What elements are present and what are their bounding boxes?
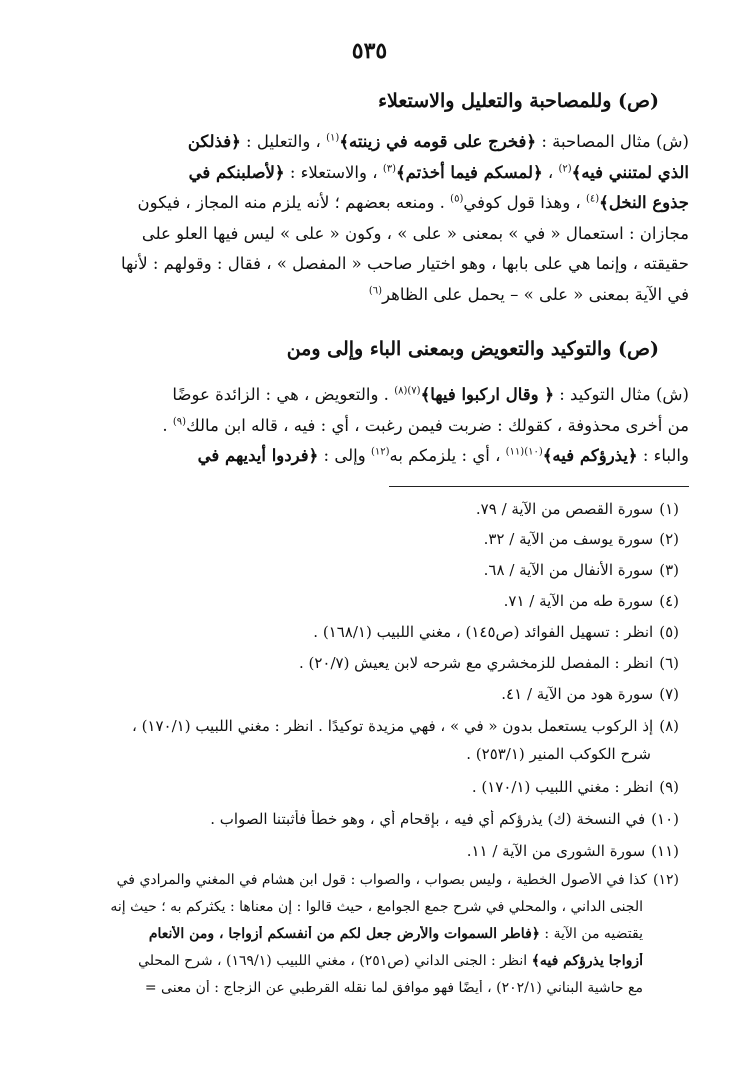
footnote <box>60 842 679 860</box>
paragraph-line: مجازان : استعمال « في » بمعنى « على » ، وكون « على » ليس فيها العلو على <box>141 223 689 243</box>
paragraph-line: والباء : ﴿يذرؤكم فيه﴾$^{(١٠)(١١)}$ ، أي : يلزمكم به$^{(١٢)}$ وإلى : ﴿فردوا أيديهم في <box>197 446 689 465</box>
paragraph-1 <box>60 127 689 310</box>
footnote-text: سورة الشورى من الآية / ١١. <box>466 842 646 860</box>
footnote-text: مع حاشية البناني (٢٠٢/١) ، أيضًا فهو موافق لما نقله القرطبي عن الزجاج : أن معنى = <box>144 980 643 996</box>
footnote-number: (٦) <box>659 654 679 672</box>
footnote-text: الجنى الداني ، والمحلي في شرح جمع الجوامع ، حيث قالوا : إن معناها : يكثركم به ؛ حيث إنه <box>110 899 643 915</box>
paragraph-line: جذوع النخل﴾$^{(٤)}$ ، وهذا قول كوفي$^{(٥)}$ . ومنعه بعضهم ؛ لأنه يلزم منه المجاز ، فيكون <box>137 193 689 212</box>
footnote-text: إذ الركوب يستعمل بدون « في » ، فهي مزيدة توكيدًا . انظر : مغني اللبيب (١٧٠/١) ، <box>131 717 654 735</box>
footnote-ref: (٤) <box>585 193 600 205</box>
footnote <box>60 530 679 548</box>
footnote <box>60 685 679 703</box>
quran-quote: ﴿ وقال اركبوا فيها﴾ <box>420 385 554 404</box>
paragraph-line: (ش) مثال المصاحبة : ﴿فخرج على قومه في زينته﴾$^{(١)}$ ، والتعليل : ﴿فذلكن <box>187 132 689 151</box>
footnote-number: (١) <box>659 500 679 518</box>
footnote-text: يقتضيه من الآية : <box>539 926 643 942</box>
footnote-text: سورة طه من الآية / ٧١. <box>503 592 654 610</box>
footnote-ref: (٩) <box>172 416 187 427</box>
footnote-divider <box>389 486 689 487</box>
footnote-ref: (٣) <box>382 163 396 174</box>
footnote-text: انظر : تسهيل الفوائد (ص١٤٥) ، مغني اللبيب (١٦٨/١) . <box>313 623 654 641</box>
quran-quote: ﴿فخرج على قومه في زينته﴾ <box>339 132 537 151</box>
footnote <box>60 654 679 672</box>
footnote-text: سورة يوسف من الآية / ٣٢. <box>483 530 654 548</box>
quran-quote: ﴿لأصلبنكم في <box>188 162 285 182</box>
footnote-text: سورة القصص من الآية / ٧٩. <box>475 500 654 518</box>
footnote-number: (٩) <box>659 778 679 796</box>
paragraph-line: حقيقته ، وإنما هي على بابها ، وهو اختيار صاحب « المفصل » ، فقال : وقولهم : لأنها <box>120 254 689 273</box>
footnote <box>60 810 679 828</box>
footnote-ref: (١٠)(١١) <box>505 446 543 458</box>
footnote-number: (٢) <box>659 530 679 548</box>
quran-quote: أزواجا يذرؤكم فيه﴾ <box>531 953 643 969</box>
footnote <box>60 717 679 735</box>
footnote-number: (٥) <box>659 623 679 641</box>
section-heading-1: (ص) وللمصاحبة والتعليل والاستعلاء <box>378 90 659 112</box>
footnote-text: انظر : مغني اللبيب (١٧٠/١) . <box>471 778 654 796</box>
footnote <box>60 561 679 579</box>
footnote-ref: (٢) <box>558 163 572 174</box>
footnote-continuation <box>60 899 643 915</box>
footnote-continuation <box>60 926 643 942</box>
footnote-continuation <box>60 980 643 996</box>
footnote-ref: (١) <box>326 132 340 144</box>
footnote-text: انظر : الجنى الداني (ص٢٥١) ، مغني اللبيب (١٦٩/١) ، شرح المحلي <box>138 953 532 969</box>
quran-quote: ﴿فردوا أيديهم في <box>197 446 319 465</box>
paragraph-line: في الآية بمعنى « على » – يحمل على الظاهر$^{(٦)}$ <box>368 284 689 304</box>
footnote-number: (١٢) <box>653 872 679 888</box>
footnote-text: كذا في الأصول الخطية ، وليس بصواب ، والصواب : قول ابن هشام في المغني والمرادي في <box>116 872 648 888</box>
footnote-text: شرح الكوكب المنير (٢٥٣/١) . <box>466 745 651 763</box>
quran-quote: ﴿يذرؤكم فيه﴾ <box>542 446 638 465</box>
footnote <box>60 872 679 888</box>
footnote-number: (١٠) <box>651 810 679 828</box>
footnote-number: (٧) <box>659 685 679 703</box>
footnote <box>60 778 679 796</box>
footnote-text: سورة الأنفال من الآية / ٦٨. <box>483 561 654 579</box>
section-heading-2: (ص) والتوكيد والتعويض وبمعنى الباء وإلى ومن <box>286 338 659 360</box>
footnote-continuation <box>60 745 651 763</box>
footnote <box>60 623 679 641</box>
footnote-ref: (١٢) <box>370 446 390 458</box>
footnote-text: انظر : المفصل للزمخشري مع شرحه لابن يعيش (٢٠/٧) . <box>298 654 654 672</box>
paragraph-line: من أخرى محذوفة ، كقولك : ضربت فيمن رغبت ، أي : فيه ، قاله ابن مالك$^{(٩)}$ . <box>162 415 689 435</box>
footnote-ref: (٥) <box>450 193 464 205</box>
quran-quote: الذي لمتنني فيه﴾ <box>571 162 689 182</box>
footnote-number: (٣) <box>659 561 679 579</box>
paragraph-line: (ش) مثال التوكيد : ﴿ وقال اركبوا فيها﴾$^{(٧)(٨)}$ . والتعويض ، هي : الزائدة عوضًا <box>172 385 689 404</box>
paragraph-line: الذي لمتنني فيه﴾$^{(٢)}$ ، ﴿لمسكم فيما أخذتم﴾$^{(٣)}$ ، والاستعلاء : ﴿لأصلبنكم في <box>188 162 689 182</box>
footnote-text: في النسخة (ك) يذرؤكم أي فيه ، بإقحام أي ، وهو خطأ فأثبتنا الصواب . <box>210 810 646 828</box>
footnote-text: سورة هود من الآية / ٤١. <box>501 685 654 703</box>
footnote-ref: (٧)(٨) <box>394 385 421 397</box>
footnote-number: (١١) <box>651 842 679 860</box>
quran-quote: ﴿فذلكن <box>187 132 241 151</box>
quran-quote: ﴿لمسكم فيما أخذتم﴾ <box>396 162 543 182</box>
footnote-ref: (٦) <box>368 285 383 296</box>
footnote <box>60 500 679 518</box>
quran-quote: جذوع النخل﴾ <box>599 193 689 212</box>
footnote <box>60 592 679 610</box>
paragraph-2 <box>60 380 689 472</box>
footnote-number: (٤) <box>659 592 679 610</box>
page-number: ٥٣٥ <box>351 38 388 64</box>
quran-quote: ﴿فاطر السموات والأرض جعل لكم من أنفسكم أزواجا ، ومن الأنعام <box>148 926 540 942</box>
footnote-continuation <box>60 953 643 969</box>
footnote-number: (٨) <box>659 717 679 735</box>
